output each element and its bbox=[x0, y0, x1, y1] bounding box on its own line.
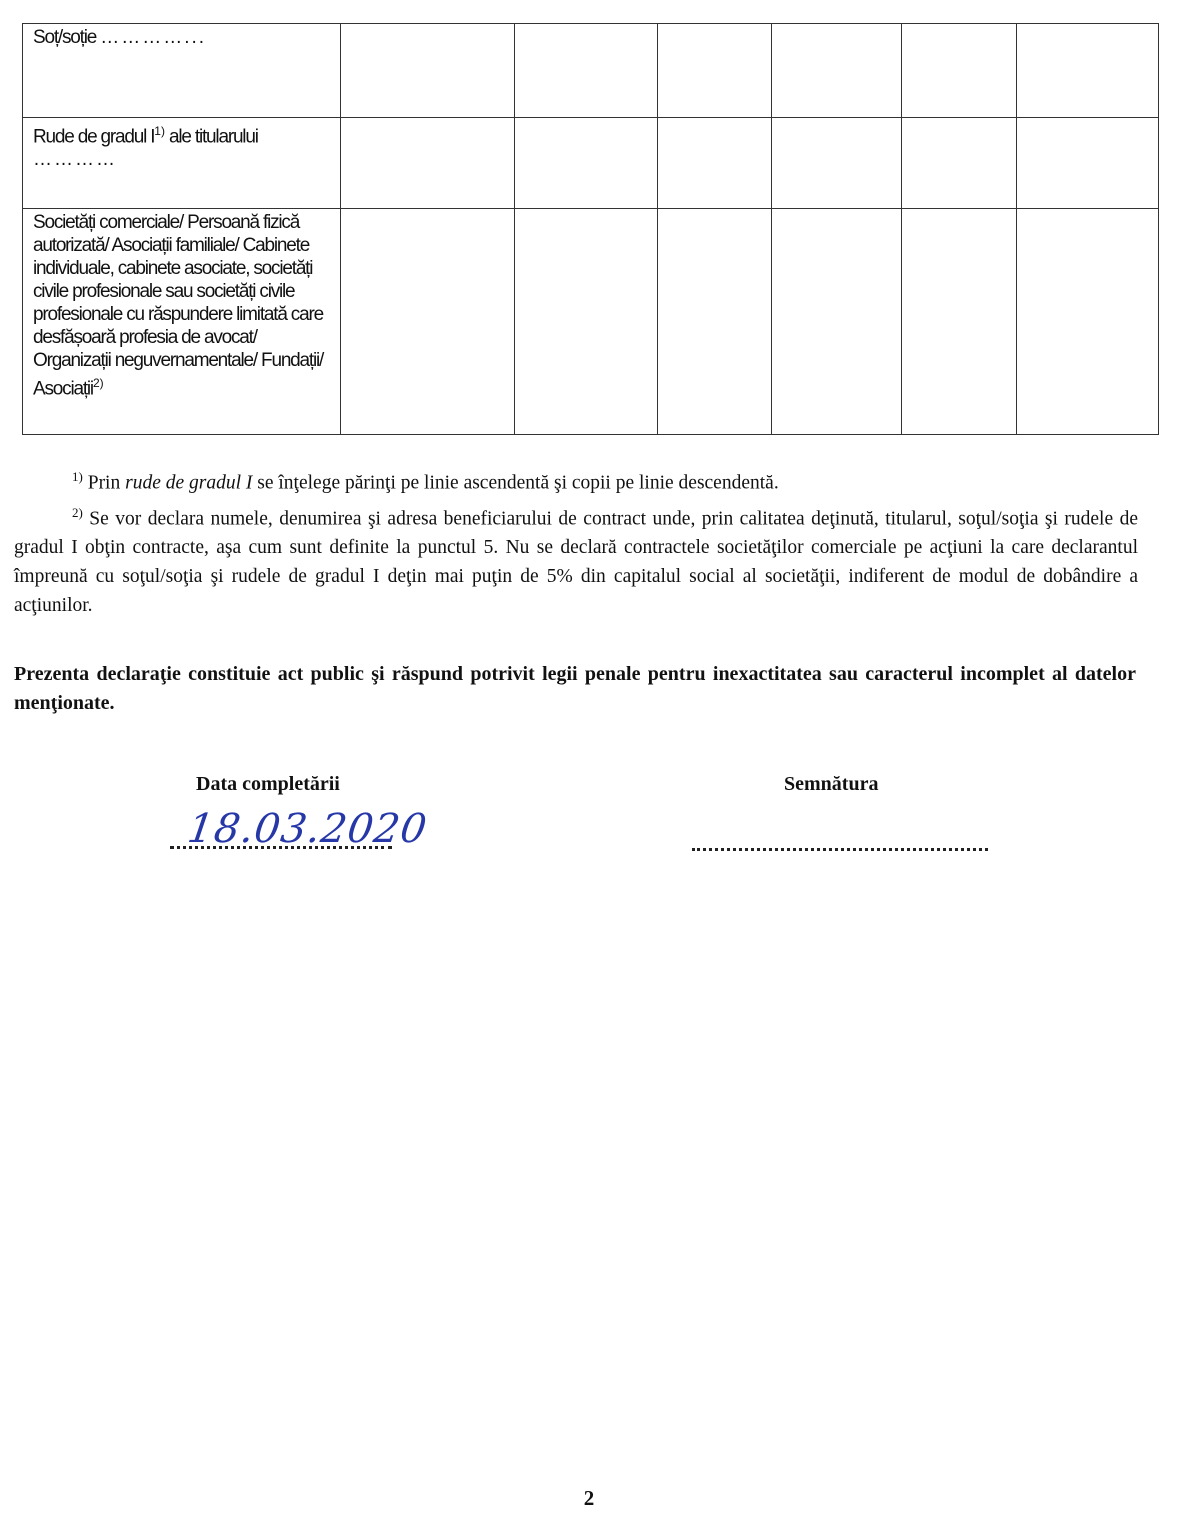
table-cell[interactable] bbox=[341, 118, 515, 209]
handwritten-date: 18.03.2020 bbox=[184, 806, 431, 852]
table-cell[interactable] bbox=[1017, 24, 1159, 118]
table-cell[interactable] bbox=[902, 24, 1017, 118]
table-cell[interactable] bbox=[341, 24, 515, 118]
footnote-ref-1: 1) bbox=[154, 124, 165, 138]
table-cell[interactable] bbox=[772, 209, 902, 435]
table-cell[interactable] bbox=[772, 24, 902, 118]
row-label-companies-text: Societăți comerciale/ Persoană fizică autorizată/ Asociații familiale/ Cabinete individuale, cabinete asociate, societăți civile profesionale sau societăți civile profesionale cu răspundere limitată care desfășoară profesia de avocat/ Organizații neguvernamentale/ Fundații/ Asociații bbox=[33, 212, 324, 400]
table-cell[interactable] bbox=[772, 118, 902, 209]
signature-label: Semnătura bbox=[784, 773, 879, 795]
footnote-2-mark: 2) bbox=[72, 504, 83, 520]
footnote-2 bbox=[14, 498, 1138, 621]
table-cell[interactable] bbox=[1017, 118, 1159, 209]
row-label-relatives-dots: ………… bbox=[33, 149, 117, 171]
table-cell[interactable] bbox=[515, 118, 658, 209]
footnotes bbox=[14, 462, 1138, 620]
footnote-2-text: Se vor declara numele, denumirea şi adresa beneficiarului de contract unde, prin calitatea deţinută, titularul, soţul/soţia şi rudele de gradul I obţin contracte, aşa cum sunt definite la punctul 5. Nu se declară contractele societăţilor comerciale pe acţiuni la care declarantul împreună cu soţul/soţia şi rudele de gradul I deţin mai puţin de 5% din capitalul social al societăţii, indiferent de modul de dobândire a acţiunilor. bbox=[14, 508, 1138, 616]
row-label-spouse-text: Soț/soție bbox=[33, 27, 97, 48]
table-row-companies bbox=[23, 209, 1159, 435]
date-field-line[interactable] bbox=[170, 846, 392, 849]
table-cell[interactable] bbox=[902, 209, 1017, 435]
table-cell[interactable] bbox=[902, 118, 1017, 209]
contracts-table bbox=[22, 23, 1159, 435]
footnote-1-italic: rude de gradul I bbox=[125, 472, 253, 494]
row-label-companies bbox=[23, 209, 341, 435]
row-label-relatives bbox=[23, 118, 341, 209]
table-cell[interactable] bbox=[658, 209, 772, 435]
footnote-1-prefix: Prin bbox=[82, 472, 126, 494]
legal-statement: Prezenta declaraţie constituie act public şi răspund potrivit legii penale pentru inexactitatea sau caracterul incomplet al datelor menţionate. bbox=[14, 663, 1136, 714]
row-label-relatives-suffix: ale titularului bbox=[164, 126, 258, 148]
table-cell[interactable] bbox=[341, 209, 515, 435]
row-label-relatives-text: Rude de gradul I bbox=[33, 126, 155, 148]
table-row-spouse bbox=[23, 24, 1159, 118]
table-cell[interactable] bbox=[515, 209, 658, 435]
table-cell[interactable] bbox=[658, 118, 772, 209]
signature-field-line[interactable] bbox=[692, 848, 988, 851]
date-label: Data completării bbox=[196, 773, 340, 795]
footnote-1 bbox=[14, 462, 1138, 498]
table-row-relatives bbox=[23, 118, 1159, 209]
table-cell[interactable] bbox=[515, 24, 658, 118]
footnote-ref-2: 2) bbox=[92, 376, 104, 390]
row-label-spouse-dots: …………... bbox=[100, 27, 207, 48]
page-number: 2 bbox=[583, 1486, 595, 1510]
footnote-1-text: se înţelege părinţi pe linie ascendentă şi copii pe linie descendentă. bbox=[252, 472, 779, 494]
table-cell[interactable] bbox=[658, 24, 772, 118]
row-label-spouse bbox=[23, 24, 341, 118]
table-cell[interactable] bbox=[1017, 209, 1159, 435]
footnote-1-mark: 1) bbox=[72, 469, 83, 484]
